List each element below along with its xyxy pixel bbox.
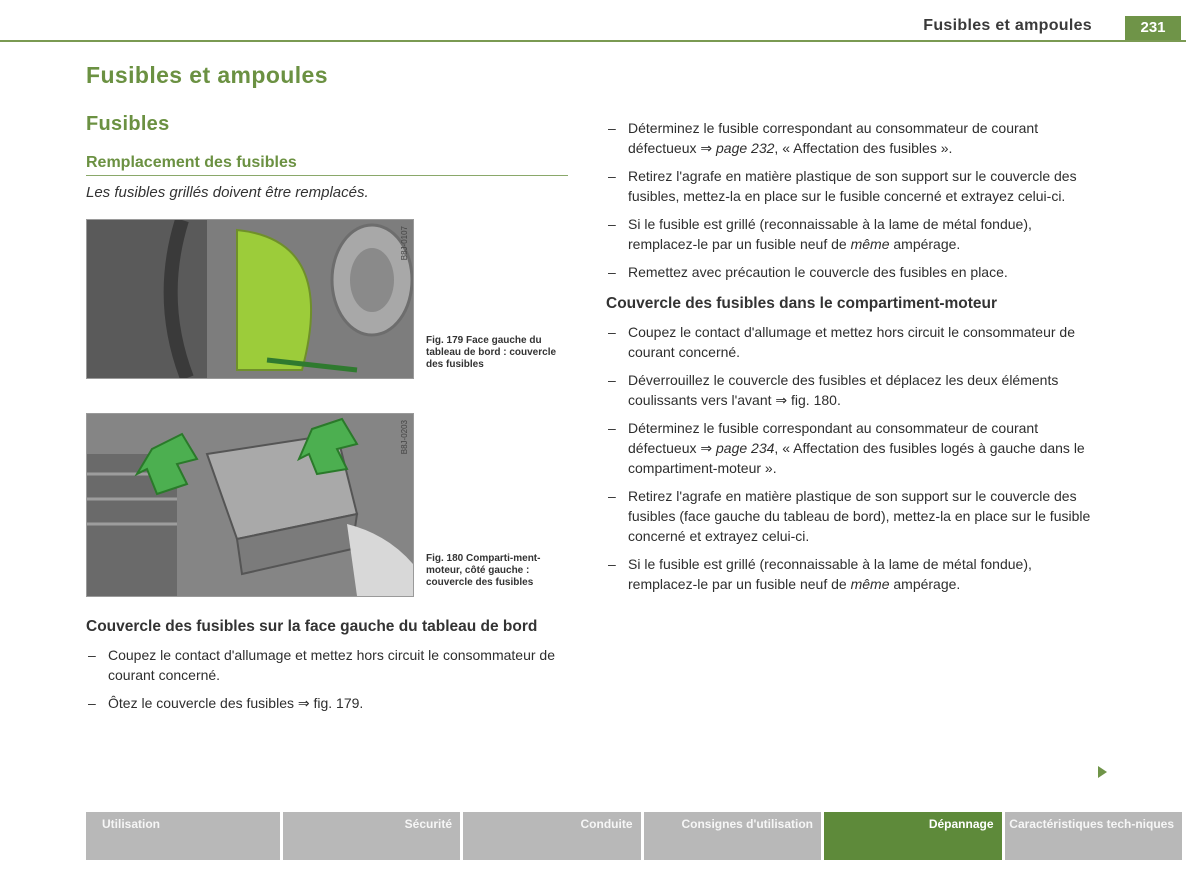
right-column xyxy=(606,118,1092,602)
step-text: Remettez avec précaution le couvercle des fusibles en place. xyxy=(628,264,1008,280)
list-item xyxy=(606,370,1092,410)
nav-tab-utilisation[interactable]: Utilisation xyxy=(86,812,280,860)
intro-text: Les fusibles grillés doivent être remplacés. xyxy=(86,184,369,201)
chapter-nav xyxy=(86,812,1182,860)
right-steps-a xyxy=(606,118,1092,282)
page-number: 231 xyxy=(1125,16,1181,40)
left-section-title: Couvercle des fusibles sur la face gauche du tableau de bord xyxy=(86,618,538,635)
list-item xyxy=(606,166,1092,206)
header-rule xyxy=(0,40,1186,42)
dashboard-illustration xyxy=(87,220,413,378)
nav-tab-caracteristiques[interactable]: Caractéristiques tech-niques xyxy=(1005,812,1183,860)
list-item xyxy=(606,262,1092,282)
page-reference: page 234 xyxy=(716,440,775,456)
figure-179-caption: Fig. 179 Face gauche du tableau de bord : couvercle des fusibles xyxy=(426,335,557,370)
step-text: , « Affectation des fusibles ». xyxy=(774,140,953,156)
section-title: Fusibles xyxy=(86,113,170,135)
running-title: Fusibles et ampoules xyxy=(923,17,1092,34)
list-item xyxy=(606,418,1092,478)
figure-179-code: B8J-0107 xyxy=(400,226,409,261)
step-text: Déterminez le fusible correspondant au consommateur de courant défectueux ⇒ xyxy=(628,120,1039,156)
emphasis: même xyxy=(850,236,890,252)
subsection-title: Remplacement des fusibles xyxy=(86,154,568,176)
figure-180-image xyxy=(86,413,414,597)
step-text: Si le fusible est grillé (reconnaissable à la lame de métal fondue), remplacez-le par un fusible neuf de xyxy=(628,216,1032,252)
step-text: , « Affectation des fusibles logés à gauche dans le compartiment-moteur ». xyxy=(628,440,1085,476)
list-item: – Coupez le contact d'allumage et mettez hors circuit le consommateur de courant concerné. xyxy=(86,645,572,685)
step-text: Déterminez le fusible correspondant au consommateur de courant défectueux ⇒ xyxy=(628,420,1039,456)
list-item xyxy=(606,118,1092,158)
figure-179 xyxy=(86,219,568,377)
page-reference: page 232 xyxy=(716,140,775,156)
emphasis: même xyxy=(850,576,890,592)
figure-180 xyxy=(86,413,568,595)
engine-bay-illustration xyxy=(87,414,413,596)
step-text: Retirez l'agrafe en matière plastique de son support sur le couvercle des fusibles (face gauche du tableau de bord), mettez-la en place sur le fusible concerné et extrayez celui-ci. xyxy=(628,488,1091,544)
nav-tab-consignes[interactable]: Consignes d'utilisation xyxy=(644,812,822,860)
right-steps-b xyxy=(606,322,1092,594)
nav-tab-depannage[interactable]: Dépannage xyxy=(824,812,1002,860)
step-text: ampérage. xyxy=(889,576,961,592)
list-item xyxy=(606,214,1092,254)
figure-179-image xyxy=(86,219,414,379)
list-item xyxy=(606,486,1092,546)
list-item xyxy=(606,322,1092,362)
figure-180-caption: Fig. 180 Comparti-ment-moteur, côté gauche : couvercle des fusibles xyxy=(426,553,541,588)
left-column xyxy=(86,62,572,721)
step-text: Si le fusible est grillé (reconnaissable à la lame de métal fondue), remplacez-le par un fusible neuf de xyxy=(628,556,1032,592)
right-section-title: Couvercle des fusibles dans le compartiment-moteur xyxy=(606,295,998,312)
step-text: Retirez l'agrafe en matière plastique de son support sur le couvercle des fusibles, mettez-la en place sur le fusible concerné et extrayez celui-ci. xyxy=(628,168,1077,204)
nav-tab-securite[interactable]: Sécurité xyxy=(283,812,461,860)
step-text: ampérage. xyxy=(889,236,961,252)
step-text: Coupez le contact d'allumage et mettez hors circuit le consommateur de courant concerné. xyxy=(628,324,1076,360)
triangle-right-icon xyxy=(1098,766,1107,778)
list-item xyxy=(606,554,1092,594)
list-item: – Ôtez le couvercle des fusibles ⇒ fig. 179. xyxy=(86,693,572,713)
nav-tab-conduite[interactable]: Conduite xyxy=(463,812,641,860)
chapter-title: Fusibles et ampoules xyxy=(86,62,328,88)
step-text: Déverrouillez le couvercle des fusibles et déplacez les deux éléments coulissants vers l'avant ⇒ fig. 180. xyxy=(628,372,1059,408)
left-steps xyxy=(86,645,572,713)
figure-180-code: B8J-0203 xyxy=(400,420,409,455)
